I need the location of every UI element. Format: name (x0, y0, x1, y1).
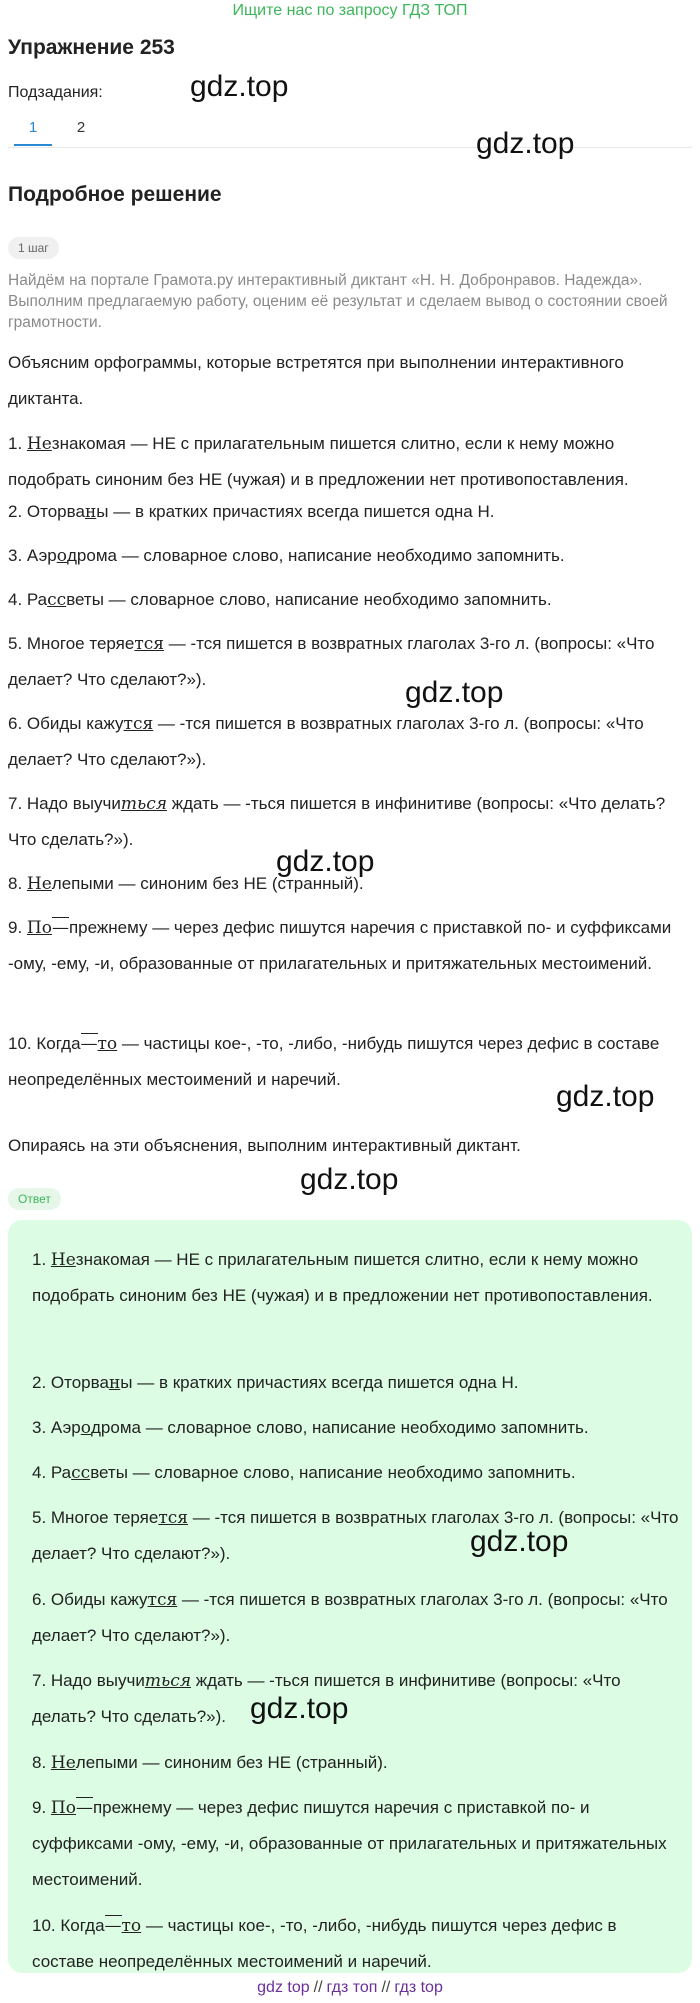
orthogram: то (121, 1916, 142, 1936)
page-title: Упражнение 253 (8, 36, 175, 59)
subtasks-label: Подзадания: (8, 84, 103, 101)
footer-separator: // (381, 1979, 391, 1996)
answer-list-item: 2. Оторваны — в кратких причастиях всегда пишется одна Н. (32, 1373, 519, 1393)
intro-text: Найдём на портале Грамота.ру интерактивный диктант «Н. Н. Добронравов. Надежда». Выполним предлагаемую работу, оценим её результат и сделаем вывод о состоянии своей грамотности. (8, 272, 668, 331)
watermark: gdz.top (276, 845, 375, 878)
orthogram: о (56, 546, 67, 566)
orthogram-dash: — (104, 1916, 122, 1936)
closing-text: Опираясь на эти объяснения, выполним интерактивный диктант. (8, 1136, 521, 1155)
explanation-intro: Объясним орфограммы, которые встретятся при выполнении интерактивного диктанта. (8, 353, 624, 408)
orthogram-dash: — (75, 1798, 93, 1818)
orthogram: По (50, 1798, 76, 1818)
list-item: 7. Надо выучиться ждать — -ться пишется в инфинитиве (вопросы: «Что делать? Что сделать?»). (8, 794, 666, 849)
list-item: 1. Незнакомая — НЕ с прилагательным пишется слитно, если к нему можно подобрать синоним без НЕ (чужая) и в предложении нет противопоставления. (8, 434, 629, 489)
orthogram: тся (158, 1508, 188, 1528)
list-item: 5. Многое теряется — -тся пишется в возвратных глаголах 3-го л. (вопросы: «Что делает? Что сделают?»). (8, 634, 655, 689)
answer-list-item: 4. Рассветы — словарное слово, написание необходимо запомнить. (32, 1463, 576, 1483)
answer-list-item: 7. Надо выучиться ждать — -ться пишется в инфинитиве (вопросы: «Что делать? Что сделать?»). (32, 1671, 621, 1726)
orthogram-dash: — (80, 1034, 98, 1054)
answer-list-item: 6. Обиды кажутся — -тся пишется в возвратных глаголах 3-го л. (вопросы: «Что делает? Что сделают?»). (32, 1590, 668, 1645)
list-item: 9. По—прежнему — через дефис пишутся наречия с приставкой по- и суффиксами -ому, -ему, -и, образованные от прилагательных и притяжательных местоимений. (8, 918, 672, 973)
orthogram: то (97, 1034, 118, 1054)
watermark: gdz.top (300, 1163, 399, 1196)
answer-list-item: 9. По—прежнему — через дефис пишутся наречия с приставкой по- и суффиксами -ому, -ему, -и, образованные от прилагательных и притяжательных местоимений. (32, 1798, 667, 1889)
footer-link[interactable]: гдз топ (326, 1979, 378, 1996)
orthogram: тся (134, 634, 164, 654)
orthogram: Не (26, 874, 52, 894)
answer-badge: Ответ (8, 1188, 61, 1210)
footer-link[interactable]: гдз top (394, 1979, 443, 1996)
section-title: Подробное решение (8, 183, 222, 206)
list-item: 10. Когда—то — частицы кое-, -то, -либо, -нибудь пишутся через дефис в составе неопределённых местоимений и наречий. (8, 1034, 660, 1089)
watermark: gdz.top (470, 1525, 569, 1558)
orthogram: сс (47, 590, 67, 610)
orthogram: о (80, 1418, 91, 1438)
list-item: 2. Оторваны — в кратких причастиях всегда пишется одна Н. (8, 502, 495, 522)
list-item: 6. Обиды кажутся — -тся пишется в возвратных глаголах 3-го л. (вопросы: «Что делает? Что сделают?»). (8, 714, 644, 769)
orthogram: сс (71, 1463, 91, 1483)
watermark: gdz.top (476, 127, 575, 160)
footer-links (0, 1976, 700, 2000)
answer-list-item: 8. Нелепыми — синоним без НЕ (странный). (32, 1753, 388, 1773)
orthogram: ться (120, 794, 167, 814)
orthogram-dash: — (51, 918, 69, 938)
footer-link[interactable]: gdz top (257, 1979, 310, 1996)
step-badge: 1 шаг (8, 237, 59, 259)
watermark: gdz.top (556, 1080, 655, 1113)
tab-1[interactable]: 1 (14, 112, 52, 146)
footer-separator: // (313, 1979, 323, 1996)
answer-list-item: 5. Многое теряется — -тся пишется в возвратных глаголах 3-го л. (вопросы: «Что делает? Что сделают?»). (32, 1508, 679, 1563)
orthogram: По (26, 918, 52, 938)
orthogram: ться (144, 1671, 191, 1691)
orthogram: тся (123, 714, 154, 734)
watermark: gdz.top (405, 676, 504, 709)
list-item: 3. Аэродрома — словарное слово, написание необходимо запомнить. (8, 546, 565, 566)
answer-list-item: 10. Когда—то — частицы кое-, -то, -либо, -нибудь пишутся через дефис в составе неопределённых местоимений и наречий. (32, 1916, 617, 1971)
tab-2[interactable]: 2 (76, 119, 86, 136)
orthogram: н (108, 1373, 121, 1393)
orthogram: тся (147, 1590, 178, 1610)
orthogram: Не (26, 434, 52, 454)
orthogram: Не (50, 1753, 76, 1773)
watermark: gdz.top (250, 1692, 349, 1725)
tabs-divider (8, 147, 692, 148)
answer-list-item: 3. Аэродрома — словарное слово, написание необходимо запомнить. (32, 1418, 589, 1438)
list-item: 8. Нелепыми — синоним без НЕ (странный). (8, 874, 364, 894)
watermark: gdz.top (190, 70, 289, 103)
search-banner: Ищите нас по запросу ГДЗ ТОП (232, 2, 468, 19)
answer-list-item: 1. Незнакомая — НЕ с прилагательным пишется слитно, если к нему можно подобрать синоним без НЕ (чужая) и в предложении нет противопоставления. (32, 1250, 653, 1305)
orthogram: Не (50, 1250, 76, 1270)
orthogram: н (84, 502, 97, 522)
list-item: 4. Рассветы — словарное слово, написание необходимо запомнить. (8, 590, 552, 610)
